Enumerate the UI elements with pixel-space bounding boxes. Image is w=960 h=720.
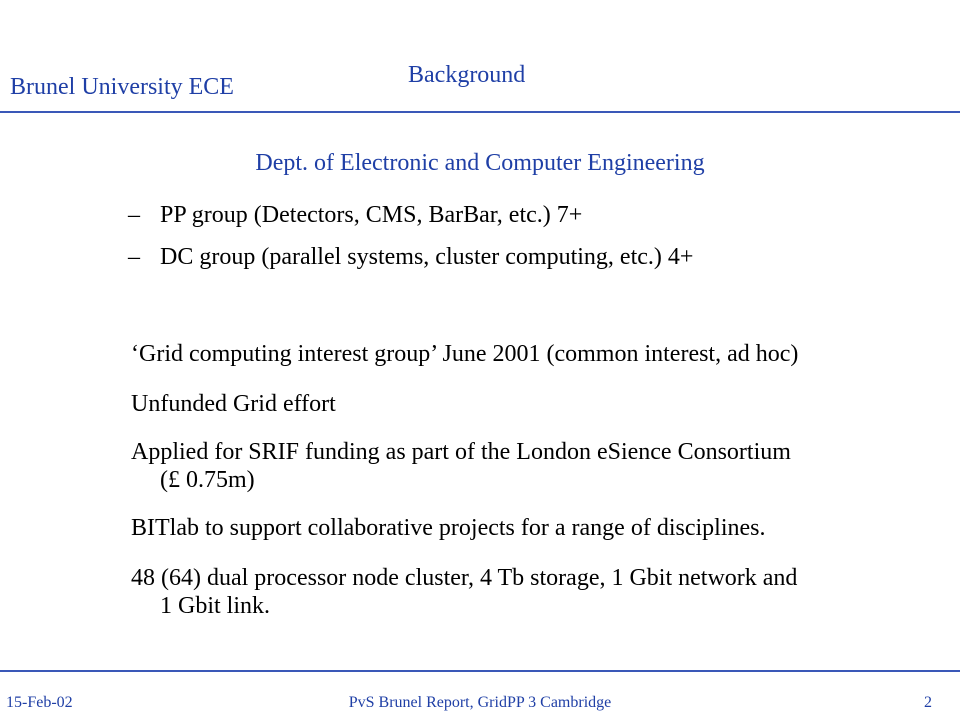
footer-caption: PvS Brunel Report, GridPP 3 Cambridge — [348, 694, 612, 711]
paragraph-text: 48 (64) dual processor node cluster, 4 Tb storage, 1 Gbit network and — [131, 565, 798, 591]
organization-name: Brunel University ECE — [10, 74, 234, 100]
sub-item-dc-group — [128, 244, 693, 271]
footer-date: 15-Feb-02 — [6, 694, 73, 711]
paragraph-text: Unfunded Grid effort — [131, 391, 336, 417]
sub-item-text: PP group (Detectors, CMS, BarBar, etc.) 7+ — [160, 202, 583, 228]
paragraph-cluster — [131, 564, 911, 620]
paragraph-text: Applied for SRIF funding as part of the London eSience Consortium — [131, 439, 791, 465]
sub-item-pp-group — [128, 202, 582, 229]
department-heading: Dept. of Electronic and Computer Engineering — [255, 150, 705, 176]
paragraph-unfunded — [131, 390, 911, 418]
sub-item-text: DC group (parallel systems, cluster computing, etc.) 4+ — [160, 244, 694, 270]
paragraph-text: BITlab to support collaborative projects for a range of disciplines. — [131, 515, 766, 541]
dash-bullet: – — [128, 202, 140, 228]
dash-bullet: – — [128, 244, 140, 270]
paragraph-interest-group — [131, 340, 911, 368]
page-number: 2 — [924, 694, 932, 711]
footer-divider — [0, 670, 960, 672]
paragraph-continuation: (£ 0.75m) — [160, 467, 255, 493]
header-divider — [0, 111, 960, 113]
paragraph-bitlab — [131, 514, 911, 542]
paragraph-srif-funding — [131, 438, 911, 494]
paragraph-text: ‘Grid computing interest group’ June 2001 (common interest, ad hoc) — [131, 341, 799, 367]
slide-title: Background — [408, 62, 526, 88]
paragraph-continuation: 1 Gbit link. — [160, 593, 271, 619]
